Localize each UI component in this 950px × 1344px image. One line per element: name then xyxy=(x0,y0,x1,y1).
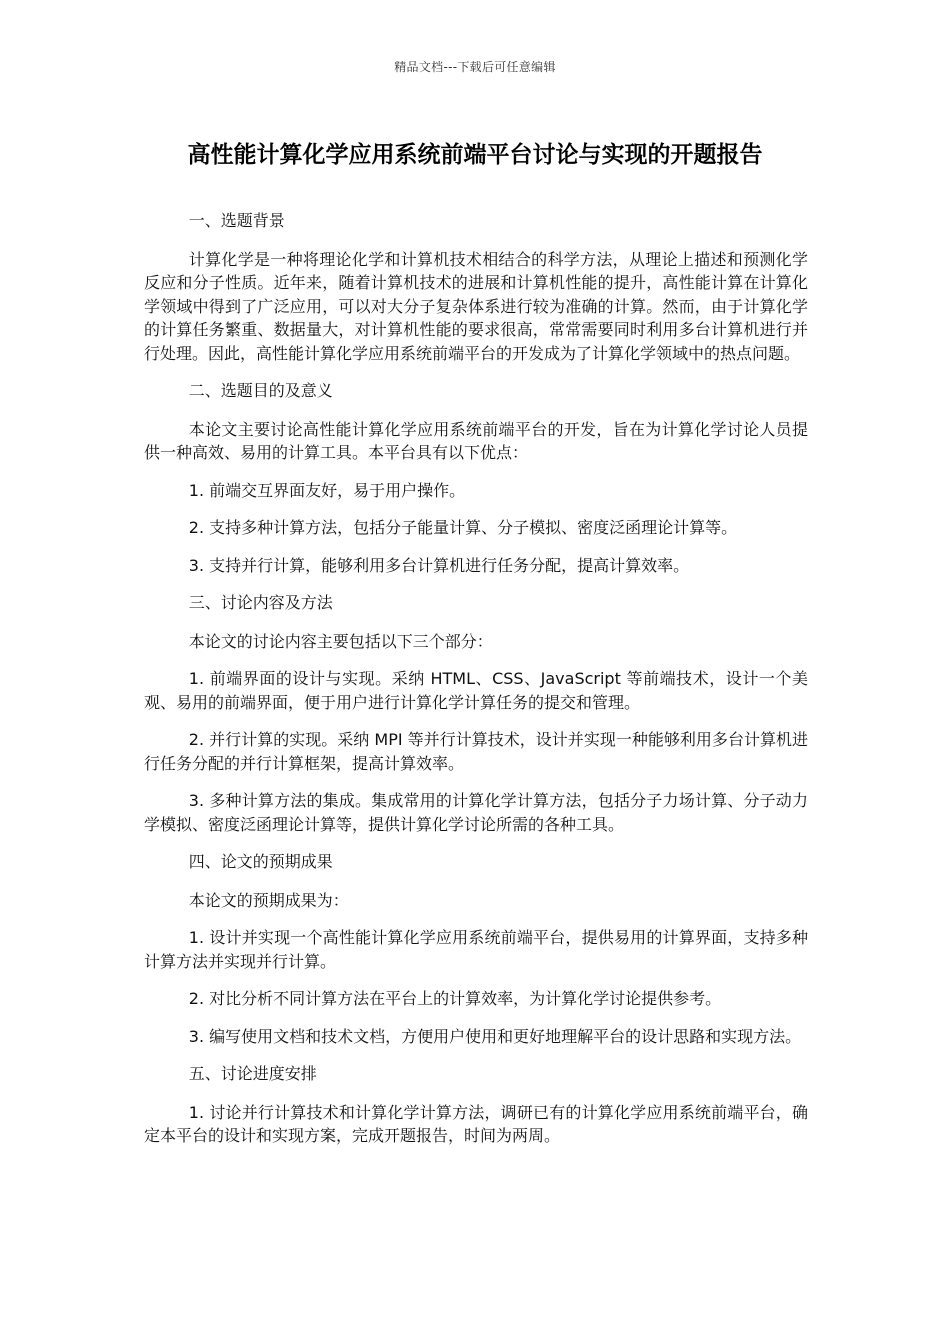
list-item-content-2: 2. 并行计算的实现。采纳 MPI 等并行计算技术，设计并实现一种能够利用多台计算机进行任务分配的并行计算框架，提高计算效率。 xyxy=(144,730,808,773)
list-item-result-3: 3. 编写使用文档和技术文档，方便用户使用和更好地理解平台的设计思路和实现方法。 xyxy=(188,1026,802,1046)
list-item-content-1: 1. 前端界面的设计与实现。采纳 HTML、CSS、JavaScript 等前端技术，设计一个美观、易用的前端界面，便于用户进行计算化学计算任务的提交和管理。 xyxy=(144,669,808,712)
list-item-result-1: 1. 设计并实现一个高性能计算化学应用系统前端平台，提供易用的计算界面，支持多种计算方法并实现并行计算。 xyxy=(144,928,808,971)
list-item-advantage-1: 1. 前端交互界面友好，易于用户操作。 xyxy=(188,480,466,500)
section-heading-content: 三、讨论内容及方法 xyxy=(188,593,333,612)
section-heading-schedule: 五、讨论进度安排 xyxy=(188,1064,317,1083)
section-heading-purpose: 二、选题目的及意义 xyxy=(188,381,333,400)
section-heading-results: 四、论文的预期成果 xyxy=(188,852,333,871)
section-heading-background: 一、选题背景 xyxy=(188,211,285,230)
list-item-advantage-2: 2. 支持多种计算方法，包括分子能量计算、分子模拟、密度泛函理论计算等。 xyxy=(188,518,738,537)
list-item-advantage-3: 3. 支持并行计算，能够利用多台计算机进行任务分配，提高计算效率。 xyxy=(188,555,690,575)
paragraph-results-intro: 本论文的预期成果为： xyxy=(188,890,349,910)
paragraph-content-intro: 本论文的讨论内容主要包括以下三个部分： xyxy=(188,631,493,651)
paragraph-purpose: 本论文主要讨论高性能计算化学应用系统前端平台的开发，旨在为计算化学讨论人员提供一种高效、易用的计算工具。本平台具有以下优点： xyxy=(144,419,808,462)
paragraph-background: 计算化学是一种将理论化学和计算机技术相结合的科学方法，从理论上描述和预测化学反应和分子性质。近年来，随着计算机技术的进展和计算机性能的提升，高性能计算在计算化学领域中得到了广泛应用，可以对大分子复杂体系进行较为准确的计算。然而，由于计算化学的计算任务繁重、数据量大，对计算机性能的要求很高，常常需要同时利用多台计算机进行并行处理。因此，高性能计算化学应用系统前端平台的开发成为了计算化学领域中的热点问题。 xyxy=(144,249,808,363)
list-item-content-3: 3. 多种计算方法的集成。集成常用的计算化学计算方法，包括分子力场计算、分子动力学模拟、密度泛函理论计算等，提供计算化学讨论所需的各种工具。 xyxy=(144,791,808,834)
document-title: 高性能计算化学应用系统前端平台讨论与实现的开题报告 xyxy=(187,142,763,168)
header-note: 精品文档---下载后可任意编辑 xyxy=(394,60,556,74)
list-item-schedule-1: 1. 讨论并行计算技术和计算化学计算方法，调研已有的计算化学应用系统前端平台，确定本平台的设计和实现方案，完成开题报告，时间为两周。 xyxy=(144,1102,808,1145)
document-body xyxy=(144,209,808,1162)
list-item-result-2: 2. 对比分析不同计算方法在平台上的计算效率，为计算化学讨论提供参考。 xyxy=(188,989,722,1008)
